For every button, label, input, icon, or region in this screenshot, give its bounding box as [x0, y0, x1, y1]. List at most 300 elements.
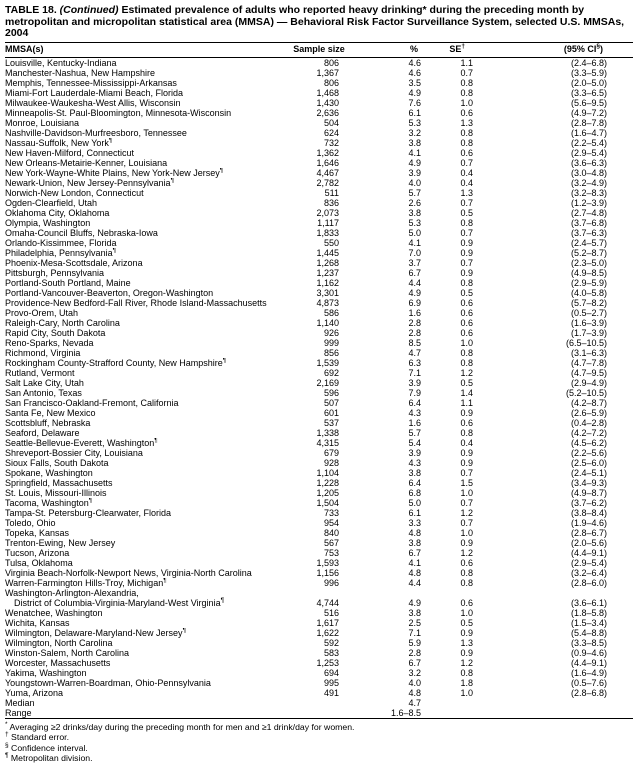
ci-cell: (2.0–5.6)	[570, 537, 607, 548]
mmsa-name: Trenton-Ewing, New Jersey	[5, 537, 116, 548]
percent-cell: 4.8	[408, 687, 421, 698]
percent-cell: 6.1	[408, 107, 421, 118]
table-row	[5, 328, 633, 338]
table-row	[5, 458, 633, 468]
sample-size-cell: 999	[323, 337, 339, 348]
ci-cell: (3.3–5.9)	[570, 67, 607, 78]
ci-cell: (1.5–3.4)	[570, 617, 607, 628]
se-cell: 0.4	[460, 177, 473, 188]
percent-cell: 3.5	[408, 77, 421, 88]
table-row	[5, 348, 633, 358]
se-cell: 0.8	[460, 127, 473, 138]
percent-cell: 4.9	[408, 597, 421, 608]
ci-cell: (4.9–8.5)	[570, 267, 607, 278]
se-cell: 1.3	[460, 117, 473, 128]
ci-cell: (2.2–5.6)	[570, 447, 607, 458]
mmsa-name: New Orleans-Metairie-Kenner, Louisiana	[5, 157, 168, 168]
se-cell: 1.2	[460, 367, 473, 378]
table-row	[5, 368, 633, 378]
mmsa-name: Oklahoma City, Oklahoma	[5, 207, 110, 218]
sample-size-cell: 1,617	[316, 617, 339, 628]
ci-cell: (0.4–2.8)	[570, 417, 607, 428]
footnote: * Averaging ≥2 drinks/day during the preceding month for men and ≥1 drink/day for women.	[5, 720, 355, 732]
se-cell: 0.4	[460, 167, 473, 178]
mmsa-name: Yakima, Washington	[5, 667, 87, 678]
ci-cell: (3.2–6.4)	[570, 567, 607, 578]
table-row	[5, 378, 633, 388]
percent-cell: 5.3	[408, 217, 421, 228]
sample-size-cell: 753	[323, 547, 339, 558]
ci-cell: (3.7–6.2)	[570, 497, 607, 508]
ci-cell: (2.4–5.7)	[570, 237, 607, 248]
ci-cell: (2.8–7.8)	[570, 117, 607, 128]
mmsa-name: Minneapolis-St. Paul-Bloomington, Minnesota-Wisconsin	[5, 107, 232, 118]
ci-cell: (2.6–5.9)	[570, 407, 607, 418]
table-row	[5, 188, 633, 198]
table-row	[5, 538, 633, 548]
se-cell: 0.7	[460, 227, 473, 238]
table-row	[5, 408, 633, 418]
se-cell: 0.9	[460, 447, 473, 458]
percent-cell: 1.6	[408, 417, 421, 428]
mmsa-name: San Francisco-Oakland-Fremont, California	[5, 397, 179, 408]
sample-size-cell: 1,468	[316, 87, 339, 98]
mmsa-name: Tacoma, Washington¶	[5, 497, 93, 508]
mmsa-name: Range	[5, 707, 32, 718]
ci-cell: (1.2–3.9)	[570, 197, 607, 208]
table-row	[5, 688, 633, 698]
sample-size-cell: 2,636	[316, 107, 339, 118]
table-row	[5, 78, 633, 88]
sample-size-cell: 504	[323, 117, 339, 128]
col-header-se: SE†	[423, 42, 473, 57]
ci-cell: (0.5–7.6)	[570, 677, 607, 688]
mmsa-name: Miami-Fort Lauderdale-Miami Beach, Florida	[5, 87, 184, 98]
table-row	[5, 178, 633, 188]
percent-cell: 6.4	[408, 397, 421, 408]
table-row	[5, 438, 633, 448]
ci-cell: (2.7–4.8)	[570, 207, 607, 218]
ci-cell: (5.4–8.8)	[570, 627, 607, 638]
table-row	[5, 608, 633, 618]
percent-cell: 2.8	[408, 317, 421, 328]
table-row	[5, 628, 633, 638]
ci-cell: (4.0–5.8)	[570, 287, 607, 298]
ci-cell: (4.4–9.1)	[570, 657, 607, 668]
sample-size-cell: 732	[323, 137, 339, 148]
sample-size-cell: 1,140	[316, 317, 339, 328]
sample-size-cell: 1,228	[316, 477, 339, 488]
percent-cell: 4.3	[408, 457, 421, 468]
table-row	[5, 508, 633, 518]
table-row	[5, 568, 633, 578]
se-cell: 1.2	[460, 657, 473, 668]
sample-size-cell: 1,646	[316, 157, 339, 168]
percent-cell: 5.7	[408, 187, 421, 198]
se-cell: 0.7	[460, 497, 473, 508]
sample-size-cell: 592	[323, 637, 339, 648]
ci-cell: (5.2–8.7)	[570, 247, 607, 258]
percent-cell: 3.8	[408, 137, 421, 148]
table-row	[5, 57, 633, 68]
mmsa-name: Rapid City, South Dakota	[5, 327, 106, 338]
se-cell: 1.0	[460, 97, 473, 108]
mmsa-name: Raleigh-Cary, North Carolina	[5, 317, 120, 328]
mmsa-name: Phoenix-Mesa-Scottsdale, Arizona	[5, 257, 143, 268]
sample-size-cell: 694	[323, 667, 339, 678]
percent-cell: 3.2	[408, 127, 421, 138]
percent-cell: 6.7	[408, 657, 421, 668]
percent-cell: 3.9	[408, 377, 421, 388]
ci-cell: (1.7–3.9)	[570, 327, 607, 338]
mmsa-name: Provo-Orem, Utah	[5, 307, 79, 318]
sample-size-cell: 926	[323, 327, 339, 338]
table-row	[5, 618, 633, 628]
col-header-mmsa: MMSA(s)	[5, 42, 293, 57]
se-cell: 0.8	[460, 567, 473, 578]
table-row	[5, 638, 633, 648]
percent-cell: 6.9	[408, 297, 421, 308]
mmsa-name: Youngstown-Warren-Boardman, Ohio-Pennsylvania	[5, 677, 211, 688]
sample-size-cell: 567	[323, 537, 339, 548]
table-row	[5, 428, 633, 438]
mmsa-name: Wichita, Kansas	[5, 617, 70, 628]
percent-cell: 4.6	[408, 57, 421, 68]
percent-cell: 5.7	[408, 427, 421, 438]
percent-cell: 4.4	[408, 577, 421, 588]
percent-cell: 2.5	[408, 617, 421, 628]
percent-cell: 5.3	[408, 117, 421, 128]
percent-cell: 6.3	[408, 357, 421, 368]
mmsa-name: Ogden-Clearfield, Utah	[5, 197, 98, 208]
se-cell: 0.5	[460, 287, 473, 298]
table-row	[5, 468, 633, 478]
percent-cell: 6.8	[408, 487, 421, 498]
mmsa-name: Wenatchee, Washington	[5, 607, 103, 618]
ci-cell: (0.5–2.7)	[570, 307, 607, 318]
ci-cell: (5.7–8.2)	[570, 297, 607, 308]
table-row	[5, 548, 633, 558]
mmsa-name: Reno-Sparks, Nevada	[5, 337, 94, 348]
percent-cell: 3.8	[408, 207, 421, 218]
se-cell: 0.4	[460, 437, 473, 448]
ci-cell: (4.4–9.1)	[570, 547, 607, 558]
ci-cell: (2.8–6.7)	[570, 527, 607, 538]
sample-size-cell: 1,362	[316, 147, 339, 158]
mmsa-name: Providence-New Bedford-Fall River, Rhode Island-Massachusetts	[5, 297, 267, 308]
table-row	[5, 338, 633, 348]
se-cell: 1.3	[460, 637, 473, 648]
col-header-percent: %	[345, 42, 423, 57]
ci-cell: (3.7–6.8)	[570, 217, 607, 228]
percent-cell: 4.8	[408, 527, 421, 538]
table-row	[5, 398, 633, 408]
se-cell: 1.0	[460, 527, 473, 538]
se-cell: 0.7	[460, 257, 473, 268]
se-cell: 1.2	[460, 507, 473, 518]
ci-cell: (2.9–5.9)	[570, 277, 607, 288]
se-cell: 1.3	[460, 187, 473, 198]
percent-cell: 4.4	[408, 277, 421, 288]
mmsa-name: Sioux Falls, South Dakota	[5, 457, 109, 468]
se-cell: 1.4	[460, 387, 473, 398]
mmsa-name: Virginia Beach-Norfolk-Newport News, Virginia-North Carolina	[5, 567, 252, 578]
ci-cell: (2.9–5.4)	[570, 557, 607, 568]
table-row	[5, 558, 633, 568]
table-row	[5, 528, 633, 538]
sample-size-cell: 1,430	[316, 97, 339, 108]
mmsa-name: Monroe, Louisiana	[5, 117, 80, 128]
table-row	[5, 218, 633, 228]
table-row	[5, 108, 633, 118]
ci-cell: (3.7–6.3)	[570, 227, 607, 238]
mmsa-name: Warren-Farmington Hills-Troy, Michigan¶	[5, 577, 167, 588]
sample-size-cell: 1,104	[316, 467, 339, 478]
ci-cell	[473, 708, 633, 719]
footnote: § Confidence interval.	[5, 741, 88, 753]
table-body	[5, 57, 633, 718]
se-cell	[423, 698, 473, 708]
se-cell: 0.9	[460, 537, 473, 548]
table-row	[5, 278, 633, 288]
table-row	[5, 518, 633, 528]
sample-size-cell: 1,268	[316, 257, 339, 268]
table-row	[5, 318, 633, 328]
sample-size-cell: 3,301	[316, 287, 339, 298]
ci-cell: (1.8–5.8)	[570, 607, 607, 618]
se-cell: 0.6	[460, 107, 473, 118]
table-number: TABLE 18.	[5, 4, 60, 16]
sample-size-cell: 996	[323, 577, 339, 588]
sample-size-cell: 4,744	[316, 597, 339, 608]
se-cell: 0.8	[460, 357, 473, 368]
ci-cell: (4.2–7.2)	[570, 427, 607, 438]
sample-size-cell: 2,782	[316, 177, 339, 188]
table-row	[5, 678, 633, 688]
table-row	[5, 158, 633, 168]
ci-cell: (2.8–6.0)	[570, 577, 607, 588]
percent-cell: 3.2	[408, 667, 421, 678]
percent-cell: 3.8	[408, 607, 421, 618]
se-cell: 0.9	[460, 647, 473, 658]
percent-cell: 4.3	[408, 407, 421, 418]
table-row	[5, 448, 633, 458]
percent-cell: 5.9	[408, 637, 421, 648]
table-row	[5, 578, 633, 588]
percent-cell: 5.0	[408, 497, 421, 508]
percent-cell: 7.6	[408, 97, 421, 108]
se-cell: 0.7	[460, 517, 473, 528]
ci-cell: (2.5–6.0)	[570, 457, 607, 468]
table-row	[5, 138, 633, 148]
se-cell: 0.6	[460, 417, 473, 428]
percent-cell: 4.1	[408, 237, 421, 248]
percent-cell: 4.0	[408, 677, 421, 688]
table-row	[5, 418, 633, 428]
sample-size-cell: 4,315	[316, 437, 339, 448]
ci-cell: (4.2–8.7)	[570, 397, 607, 408]
mmsa-name: Shreveport-Bossier City, Louisiana	[5, 447, 143, 458]
mmsa-name: New York-Wayne-White Plains, New York-New Jersey¶	[5, 167, 224, 178]
ci-cell: (1.9–4.6)	[570, 517, 607, 528]
ci-cell: (2.4–5.1)	[570, 467, 607, 478]
table-row	[5, 488, 633, 498]
ci-cell: (4.5–6.2)	[570, 437, 607, 448]
percent-cell: 2.6	[408, 197, 421, 208]
mmsa-name: Wilmington, North Carolina	[5, 637, 113, 648]
percent-cell: 3.9	[408, 167, 421, 178]
table-row	[5, 118, 633, 128]
ci-cell: (3.4–9.3)	[570, 477, 607, 488]
mmsa-name: Milwaukee-Waukesha-West Allis, Wisconsin	[5, 97, 181, 108]
se-cell: 0.5	[460, 207, 473, 218]
sample-size-cell: 516	[323, 607, 339, 618]
table-row	[5, 198, 633, 208]
mmsa-name: Pittsburgh, Pennsylvania	[5, 267, 105, 278]
table-row	[5, 658, 633, 668]
se-cell: 1.1	[460, 397, 473, 408]
percent-cell: 4.6	[408, 67, 421, 78]
footnote: † Standard error.	[5, 731, 69, 742]
percent-cell: 4.7	[408, 347, 421, 358]
mmsa-name: Portland-Vancouver-Beaverton, Oregon-Washington	[5, 287, 214, 298]
se-cell: 0.8	[460, 217, 473, 228]
sample-size-cell: 840	[323, 527, 339, 538]
mmsa-name: Median	[5, 697, 35, 708]
ci-cell: (6.5–10.5)	[565, 337, 607, 348]
ci-cell: (3.3–8.5)	[570, 637, 607, 648]
table-title-text: Estimated prevalence of adults who reported heavy drinking* during the preceding month by metropolitan and micropolitan statistical area (MMSA) — Behavioral Risk Factor Surveillance System, selected U.S. MMSAs, 2004	[5, 4, 625, 39]
percent-cell: 6.4	[408, 477, 421, 488]
se-cell: 0.8	[460, 77, 473, 88]
percent-cell: 7.1	[408, 367, 421, 378]
sample-size-cell: 507	[323, 397, 339, 408]
se-cell: 0.9	[460, 457, 473, 468]
ci-cell: (2.0–5.0)	[570, 77, 607, 88]
sample-size-cell: 4,873	[316, 297, 339, 308]
sample-size-cell: 836	[323, 197, 339, 208]
table-row	[5, 308, 633, 318]
se-cell: 0.8	[460, 87, 473, 98]
table-row	[5, 228, 633, 238]
footnotes	[5, 722, 634, 764]
se-cell: 0.8	[460, 667, 473, 678]
ci-cell: (5.6–9.5)	[570, 97, 607, 108]
mmsa-name: Springfield, Massachusetts	[5, 477, 113, 488]
se-cell	[423, 708, 473, 719]
percent-cell: 3.7	[408, 257, 421, 268]
se-cell: 0.6	[460, 597, 473, 608]
se-cell: 0.5	[460, 377, 473, 388]
ci-cell: (0.9–4.6)	[570, 647, 607, 658]
mmsa-name: Nashville-Davidson-Murfreesboro, Tennessee	[5, 127, 187, 138]
se-cell: 0.8	[460, 277, 473, 288]
mmsa-name: Newark-Union, New Jersey-Pennsylvania¶	[5, 177, 175, 188]
mmsa-name: Philadelphia, Pennsylvania¶	[5, 247, 117, 258]
sample-size-cell: 601	[323, 407, 339, 418]
percent-cell: 7.9	[408, 387, 421, 398]
se-cell: 0.7	[460, 467, 473, 478]
ci-cell: (3.6–6.1)	[570, 597, 607, 608]
ci-cell: (3.6–6.3)	[570, 157, 607, 168]
table-row	[5, 268, 633, 278]
mmsa-name: Tampa-St. Petersburg-Clearwater, Florida	[5, 507, 172, 518]
ci-cell: (2.9–5.4)	[570, 147, 607, 158]
mmsa-name: Nassau-Suffolk, New York¶	[5, 137, 113, 148]
sample-size-cell: 1,504	[316, 497, 339, 508]
percent-cell: 1.6–8.5	[390, 707, 421, 718]
percent-cell: 7.1	[408, 627, 421, 638]
table-row	[5, 128, 633, 138]
se-cell: 0.8	[460, 577, 473, 588]
se-cell: 0.9	[460, 407, 473, 418]
mmsa-name: Scottsbluff, Nebraska	[5, 417, 91, 428]
sample-size-cell: 856	[323, 347, 339, 358]
table-title	[5, 5, 634, 40]
se-cell: 1.5	[460, 477, 473, 488]
sample-size-cell: 692	[323, 367, 339, 378]
table-row	[5, 298, 633, 308]
sample-size-cell: 733	[323, 507, 339, 518]
sample-size-cell: 2,073	[316, 207, 339, 218]
sample-size-cell: 1,622	[316, 627, 339, 638]
se-cell: 0.9	[460, 237, 473, 248]
sample-size-cell: 954	[323, 517, 339, 528]
mmsa-name: Omaha-Council Bluffs, Nebraska-Iowa	[5, 227, 158, 238]
table-row	[5, 588, 633, 608]
ci-cell: (2.9–4.9)	[570, 377, 607, 388]
se-cell: 0.9	[460, 247, 473, 258]
mmsa-name: Norwich-New London, Connecticut	[5, 187, 144, 198]
percent-cell: 3.3	[408, 517, 421, 528]
percent-cell: 4.9	[408, 287, 421, 298]
mmsa-name: Wilmington, Delaware-Maryland-New Jersey¶	[5, 627, 187, 638]
se-cell: 0.6	[460, 317, 473, 328]
ci-cell: (2.2–5.4)	[570, 137, 607, 148]
sample-size-cell: 1,338	[316, 427, 339, 438]
sample-size-cell: 1,445	[316, 247, 339, 258]
mmsa-name: Tucson, Arizona	[5, 547, 70, 558]
table-row	[5, 498, 633, 508]
percent-cell: 6.7	[408, 267, 421, 278]
se-cell: 1.2	[460, 547, 473, 558]
mmsa-name: Rockingham County-Strafford County, New Hampshire¶	[5, 357, 227, 368]
sample-size-cell: 624	[323, 127, 339, 138]
ci-cell: (4.9–8.7)	[570, 487, 607, 498]
percent-cell: 3.8	[408, 467, 421, 478]
se-cell: 0.7	[460, 157, 473, 168]
table-row	[5, 208, 633, 218]
mmsa-name: Yuma, Arizona	[5, 687, 64, 698]
se-cell: 0.6	[460, 557, 473, 568]
mmsa-name: Portland-South Portland, Maine	[5, 277, 131, 288]
percent-cell: 4.9	[408, 87, 421, 98]
ci-cell: (3.3–6.5)	[570, 87, 607, 98]
mmsa-name: Toledo, Ohio	[5, 517, 56, 528]
mmsa-table	[5, 42, 633, 719]
ci-cell: (1.6–4.7)	[570, 127, 607, 138]
percent-cell: 2.8	[408, 327, 421, 338]
se-cell: 1.8	[460, 677, 473, 688]
percent-cell: 8.5	[408, 337, 421, 348]
table-row	[5, 98, 633, 108]
ci-cell: (4.9–7.2)	[570, 107, 607, 118]
mmsa-name: Topeka, Kansas	[5, 527, 70, 538]
se-cell: 0.7	[460, 67, 473, 78]
sample-size-cell: 1,205	[316, 487, 339, 498]
mmsa-name: Rutland, Vermont	[5, 367, 75, 378]
header-row	[5, 42, 633, 57]
